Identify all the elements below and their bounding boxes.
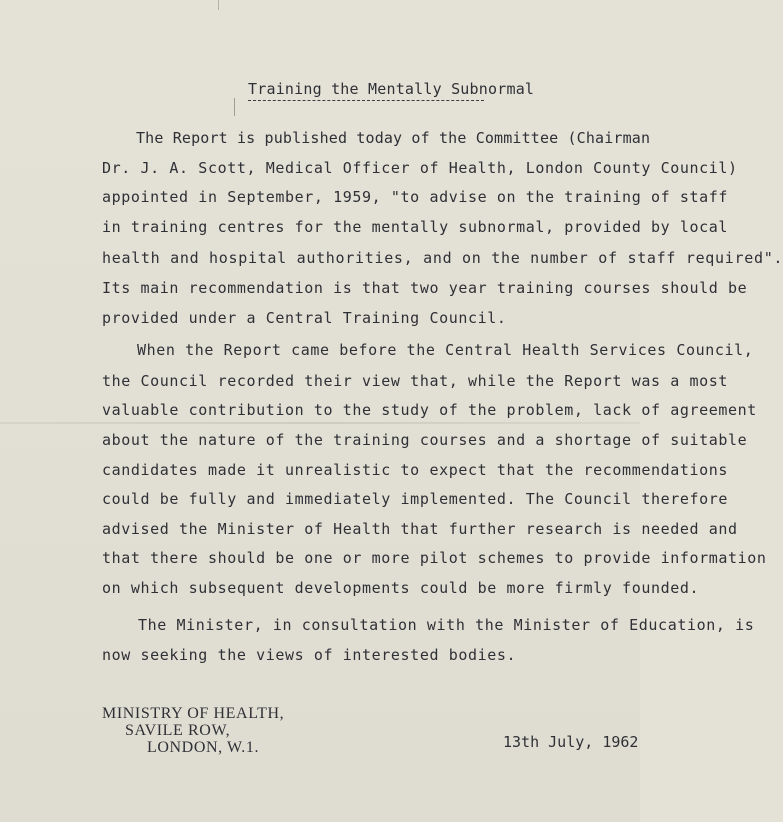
text-line: could be fully and immediately implemented. The Council therefore: [102, 490, 728, 508]
title-underline: [248, 100, 484, 101]
text-line: Its main recommendation is that two year training courses should be: [102, 279, 748, 297]
text-line: advised the Minister of Health that further research is needed and: [102, 520, 738, 538]
address-line: MINISTRY OF HEALTH,: [102, 705, 285, 722]
paper-crease-mark: [218, 0, 219, 10]
text-line: health and hospital authorities, and on the number of staff required".: [102, 249, 783, 267]
text-line: The Minister, in consultation with the Minister of Education, is: [138, 616, 755, 634]
text-line: about the nature of the training courses and a shortage of suitable: [102, 431, 748, 449]
document-date: 13th July, 1962: [503, 733, 639, 751]
text-line: The Report is published today of the Committee (Chairman: [136, 129, 651, 147]
margin-mark: [234, 98, 235, 116]
document-title: Training the Mentally Subnormal: [248, 80, 535, 98]
text-line: in training centres for the mentally subnormal, provided by local: [102, 218, 728, 236]
text-line: candidates made it unrealistic to expect that the recommendations: [102, 461, 728, 479]
address-line: SAVILE ROW,: [125, 722, 231, 739]
text-line: appointed in September, 1959, "to advise on the training of staff: [102, 188, 728, 206]
text-line: Dr. J. A. Scott, Medical Officer of Health, London County Council): [102, 159, 738, 177]
text-line: provided under a Central Training Council.: [102, 309, 507, 327]
paper-fold-line: [0, 422, 640, 424]
text-line: When the Report came before the Central Health Services Council,: [137, 341, 754, 359]
text-line: on which subsequent developments could be more firmly founded.: [102, 579, 700, 597]
text-line: now seeking the views of interested bodies.: [102, 646, 517, 664]
text-line: that there should be one or more pilot schemes to provide information: [102, 549, 767, 567]
text-line: the Council recorded their view that, while the Report was a most: [102, 372, 728, 390]
address-line: LONDON, W.1.: [147, 739, 260, 756]
text-line: valuable contribution to the study of the problem, lack of agreement: [102, 401, 757, 419]
